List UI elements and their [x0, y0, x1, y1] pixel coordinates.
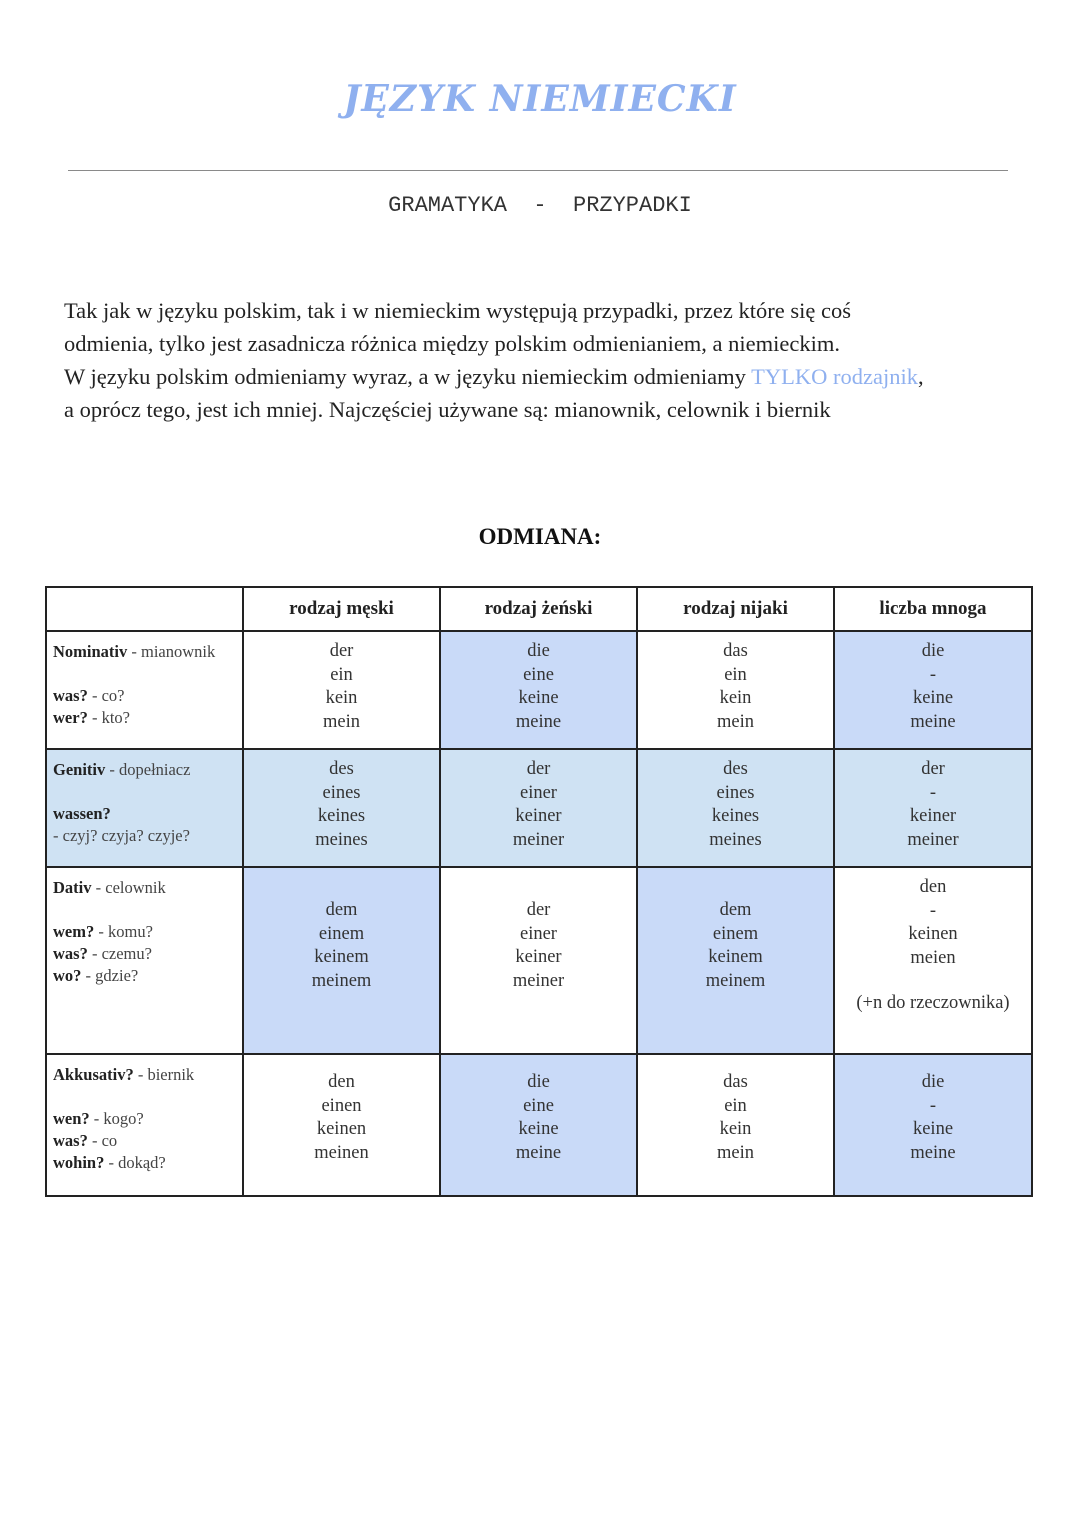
header-masculine: rodzaj męski: [243, 587, 440, 631]
table-row-dativ: [46, 867, 1032, 1054]
case-name: Nominativ: [53, 642, 128, 661]
article-form: einer: [520, 923, 557, 944]
question-de: wo?: [53, 966, 82, 985]
case-label-cell: [46, 867, 243, 1054]
article-form: ein: [724, 664, 747, 685]
article-form: meines: [315, 829, 368, 850]
case-polish: - biernik: [133, 1065, 195, 1084]
case-title: [53, 1064, 242, 1086]
article-form: keine: [518, 1119, 559, 1139]
question-pl: - kto?: [87, 708, 130, 727]
question-pl: - czemu?: [87, 944, 152, 963]
article-form: das: [723, 641, 748, 661]
case-label-cell: [46, 631, 243, 749]
case-question: [53, 965, 242, 987]
article-form: dem: [325, 900, 358, 920]
article-form: mein: [717, 711, 754, 732]
article-form: meinen: [314, 1142, 369, 1163]
case-question: [53, 685, 242, 707]
header-neuter: rodzaj nijaki: [637, 587, 834, 631]
section-heading: ODMIANA:: [478, 524, 602, 549]
case-question: [53, 825, 242, 847]
forms-cell-masculine: [243, 867, 440, 1054]
article-form: ein: [724, 1095, 747, 1116]
article-form: ein: [330, 664, 353, 685]
article-form: den: [328, 1072, 355, 1092]
question-pl: - komu?: [94, 922, 153, 941]
article-form: keiner: [515, 806, 562, 826]
article-form: kein: [325, 688, 358, 708]
header-feminine: rodzaj żeński: [440, 587, 637, 631]
intro-line: [64, 360, 1024, 393]
article-form: einem: [712, 923, 759, 944]
question-pl: - gdzie?: [81, 966, 139, 985]
question-de: was?: [53, 944, 88, 963]
article-form: keine: [518, 688, 559, 708]
article-form: keinem: [708, 947, 763, 967]
page-subtitle: GRAMATYKA - PRZYPADKI: [388, 193, 692, 218]
article-form: eines: [322, 782, 361, 803]
plural-noun-note: (+n do rzeczownika): [856, 993, 1010, 1013]
title-divider: [68, 170, 1008, 171]
case-title: [53, 641, 242, 663]
case-question: [53, 1130, 242, 1152]
article-form: meinem: [705, 970, 766, 991]
case-question: [53, 803, 242, 825]
article-form: -: [929, 1095, 937, 1116]
forms-cell-plural: [834, 749, 1032, 867]
article-form: meiner: [512, 970, 565, 991]
article-form: meiner: [512, 829, 565, 850]
article-form: meine: [910, 1142, 956, 1163]
case-title: [53, 759, 242, 781]
article-form: keines: [711, 806, 760, 826]
article-form: -: [929, 900, 937, 921]
article-form: meien: [910, 947, 956, 968]
article-form: keinen: [316, 1119, 367, 1139]
intro-text: W języku polskim odmieniamy wyraz, a w języku niemieckim odmieniamy: [64, 364, 752, 389]
article-form: keines: [317, 806, 366, 826]
intro-line: odmienia, tylko jest zasadnicza różnica między polskim odmienianiem, a niemieckim.: [64, 331, 841, 356]
forms-cell-masculine: [243, 749, 440, 867]
article-form: keine: [912, 1119, 954, 1139]
case-polish: - mianownik: [127, 642, 216, 661]
article-form: die: [527, 1072, 550, 1092]
case-name: Dativ: [53, 878, 92, 897]
case-title: [53, 877, 242, 899]
forms-cell-neuter: [637, 867, 834, 1054]
article-form: keinen: [908, 924, 958, 944]
article-form: der: [526, 900, 551, 920]
case-label-cell: [46, 749, 243, 867]
question-pl: - co: [87, 1131, 118, 1150]
table-row-akkusativ: [46, 1054, 1032, 1196]
question-pl: - kogo?: [89, 1109, 144, 1128]
question-pl: - dokąd?: [104, 1153, 166, 1172]
article-form: meinem: [311, 970, 372, 991]
case-question: [53, 1108, 242, 1130]
article-form: eines: [716, 782, 755, 803]
header-empty-cell: [46, 587, 243, 631]
intro-line: Tak jak w języku polskim, tak i w niemieckim występują przypadki, przez które się coś: [64, 298, 851, 323]
article-form: kein: [719, 1119, 752, 1139]
intro-paragraph: [64, 294, 1024, 426]
case-question: [53, 1152, 242, 1174]
intro-text: ,: [917, 364, 924, 389]
case-polish: - celownik: [91, 878, 166, 897]
article-form: eine: [523, 664, 554, 685]
table-row-genitiv: [46, 749, 1032, 867]
declension-table: [45, 586, 1033, 1197]
article-form: keinem: [314, 947, 369, 967]
article-form: den: [919, 877, 947, 897]
question-de: wem?: [53, 922, 95, 941]
forms-cell-plural: [834, 867, 1032, 1054]
article-form: mein: [717, 1142, 754, 1163]
article-form: des: [329, 759, 354, 779]
forms-cell-neuter: [637, 749, 834, 867]
article-form: das: [723, 1072, 748, 1092]
article-form: mein: [323, 711, 360, 732]
article-form: keine: [912, 688, 954, 708]
forms-cell-neuter: [637, 1054, 834, 1196]
forms-cell-masculine: [243, 631, 440, 749]
forms-cell-feminine: [440, 749, 637, 867]
article-form: kein: [719, 688, 752, 708]
table-row-nominativ: [46, 631, 1032, 749]
question-de: wassen?: [53, 804, 111, 823]
article-form: einem: [318, 923, 365, 944]
article-form: der: [921, 759, 945, 779]
case-name: Akkusativ?: [53, 1065, 134, 1084]
forms-cell-masculine: [243, 1054, 440, 1196]
article-form: keiner: [515, 947, 562, 967]
article-form: meine: [515, 1142, 562, 1163]
article-form: eine: [523, 1095, 554, 1116]
case-question: [53, 707, 242, 729]
forms-cell-feminine: [440, 631, 637, 749]
article-form: die: [921, 641, 945, 661]
article-form: -: [929, 664, 937, 685]
article-form: des: [723, 759, 748, 779]
question-pl: - co?: [87, 686, 125, 705]
forms-cell-plural: [834, 631, 1032, 749]
article-form: meiner: [907, 829, 959, 850]
article-form: meine: [910, 711, 956, 732]
article-form: der: [526, 759, 551, 779]
question-de: wer?: [53, 708, 88, 727]
article-form: die: [921, 1072, 945, 1092]
article-form: der: [329, 641, 354, 661]
article-form: die: [527, 641, 550, 661]
case-name: Genitiv: [53, 760, 106, 779]
case-label-cell: [46, 1054, 243, 1196]
case-question: [53, 921, 242, 943]
article-form: -: [929, 782, 937, 803]
question-de: wen?: [53, 1109, 90, 1128]
article-form: einen: [321, 1095, 362, 1116]
question-de: was?: [53, 686, 88, 705]
forms-cell-plural: [834, 1054, 1032, 1196]
case-question: [53, 943, 242, 965]
article-form: einer: [520, 782, 557, 803]
table-header-row: [46, 587, 1032, 631]
forms-cell-neuter: [637, 631, 834, 749]
forms-cell-feminine: [440, 1054, 637, 1196]
page-title: JĘZYK NIEMIECKI: [343, 78, 737, 120]
intro-line: a oprócz tego, jest ich mniej. Najczęściej używane są: mianownik, celownik i biernik: [64, 397, 831, 422]
case-polish: - dopełniacz: [105, 760, 191, 779]
article-form: meines: [709, 829, 762, 850]
header-plural: liczba mnoga: [834, 587, 1032, 631]
article-form: meine: [515, 711, 562, 732]
forms-cell-feminine: [440, 867, 637, 1054]
article-form: keiner: [909, 806, 957, 826]
question-de: wohin?: [53, 1153, 105, 1172]
question-pl: - czyj? czyja? czyje?: [53, 826, 190, 845]
article-form: dem: [719, 900, 752, 920]
question-de: was?: [53, 1131, 88, 1150]
highlighted-term: TYLKO rodzajnik: [751, 364, 918, 389]
